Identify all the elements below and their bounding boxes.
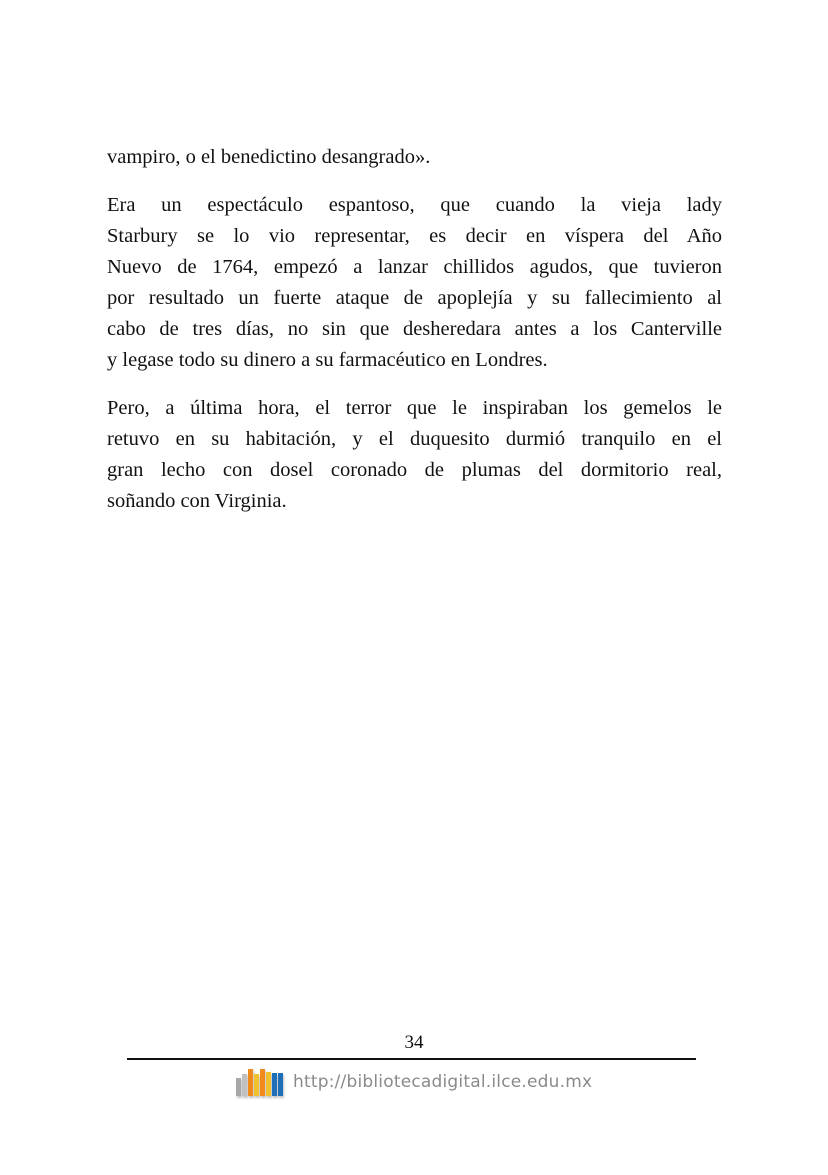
paragraph-2 xyxy=(107,190,722,376)
body-text xyxy=(107,142,722,534)
text-line: por resultado un fuerte ataque de apoplejía y su fallecimiento al xyxy=(107,287,722,309)
paragraph-3 xyxy=(107,393,722,517)
text-line: cabo de tres días, no sin que desheredara antes a los Canterville xyxy=(107,318,722,340)
text-line: soñando con Virginia. xyxy=(107,490,287,512)
text-line: gran lecho con dosel coronado de plumas del dormitorio real, xyxy=(107,459,722,481)
text-line: Starbury se lo vio representar, es decir en víspera del Año xyxy=(107,225,722,247)
footer-url-link[interactable]: http://bibliotecadigital.ilce.edu.mx xyxy=(293,1072,593,1092)
footer-divider xyxy=(127,1058,696,1060)
text-line: Nuevo de 1764, empezó a lanzar chillidos agudos, que tuvieron xyxy=(107,256,722,278)
text-line: vampiro, o el benedictino desangrado». xyxy=(107,146,431,168)
page-number: 34 xyxy=(404,1032,424,1053)
footer xyxy=(236,1068,592,1096)
text-line: retuvo en su habitación, y el duquesito durmió tranquilo en el xyxy=(107,428,722,450)
books-icon xyxy=(236,1068,283,1096)
text-line: y legase todo su dinero a su farmacéutico en Londres. xyxy=(107,349,548,371)
text-line: Era un espectáculo espantoso, que cuando la vieja lady xyxy=(107,194,722,216)
text-line: Pero, a última hora, el terror que le inspiraban los gemelos le xyxy=(107,397,722,419)
paragraph-1 xyxy=(107,142,722,173)
